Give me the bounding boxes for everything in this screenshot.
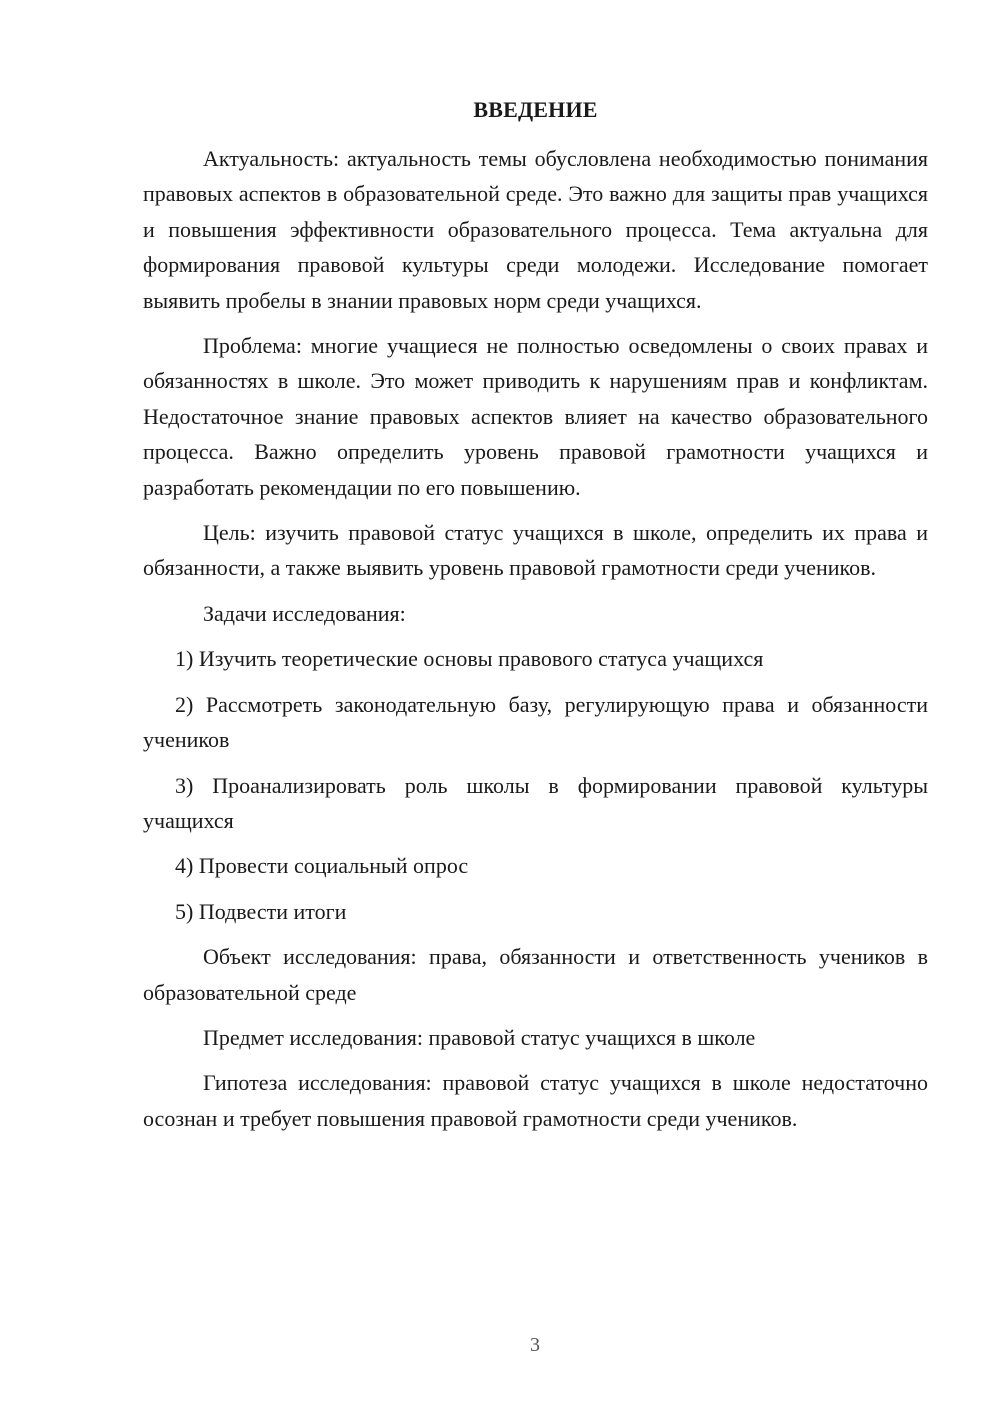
list-item-task-2: 2) Рассмотреть законодательную базу, регулирующую права и обязанности учеников (143, 691, 928, 753)
page-number: 3 (530, 1334, 540, 1356)
list-item-task-4: 4) Провести социальный опрос (175, 853, 469, 879)
paragraph-hypothesis: Гипотеза исследования: правовой статус учащихся в школе недостаточно осознан и требует повышения правовой грамотности среди учеников. (143, 1070, 928, 1131)
paragraph-subject: Предмет исследования: правовой статус учащихся в школе (203, 1024, 756, 1050)
list-item-task-5: 5) Подвести итоги (175, 898, 347, 924)
paragraph-tasks-heading: Задачи исследования: (203, 600, 406, 626)
paragraph-object: Объект исследования: права, обязанности и ответственность учеников в образовательной среде (143, 944, 928, 1005)
list-item-task-3: 3) Проанализировать роль школы в формировании правовой культуры учащихся (143, 772, 928, 833)
paragraph-relevance: Актуальность: актуальность темы обусловлена необходимостью понимания правовых аспектов в образовательной среде. Это важно для защиты прав учащихся и повышения эффективности образовательного процесса. Тема актуальна для формирования правовой культуры среди молодежи. Исследование помогает выявить пробелы в знании правовых норм среди учащихся. (143, 146, 928, 313)
paragraph-problem: Проблема: многие учащиеся не полностью осведомлены о своих правах и обязанностях в школе. Это может приводить к нарушениям прав и конфликтам. Недостаточное знание правовых аспектов влияет на качество образовательного процесса. Важно определить уровень правовой грамотности учащихся и разработать рекомендации по его повышению. (143, 333, 928, 500)
page-content (143, 94, 928, 1146)
paragraph-goal: Цель: изучить правовой статус учащихся в школе, определить их права и обязанности, а также выявить уровень правовой грамотности среди учеников. (143, 520, 928, 581)
list-item-task-1: 1) Изучить теоретические основы правового статуса учащихся (175, 646, 764, 672)
section-heading: ВВЕДЕНИЕ (473, 97, 598, 122)
